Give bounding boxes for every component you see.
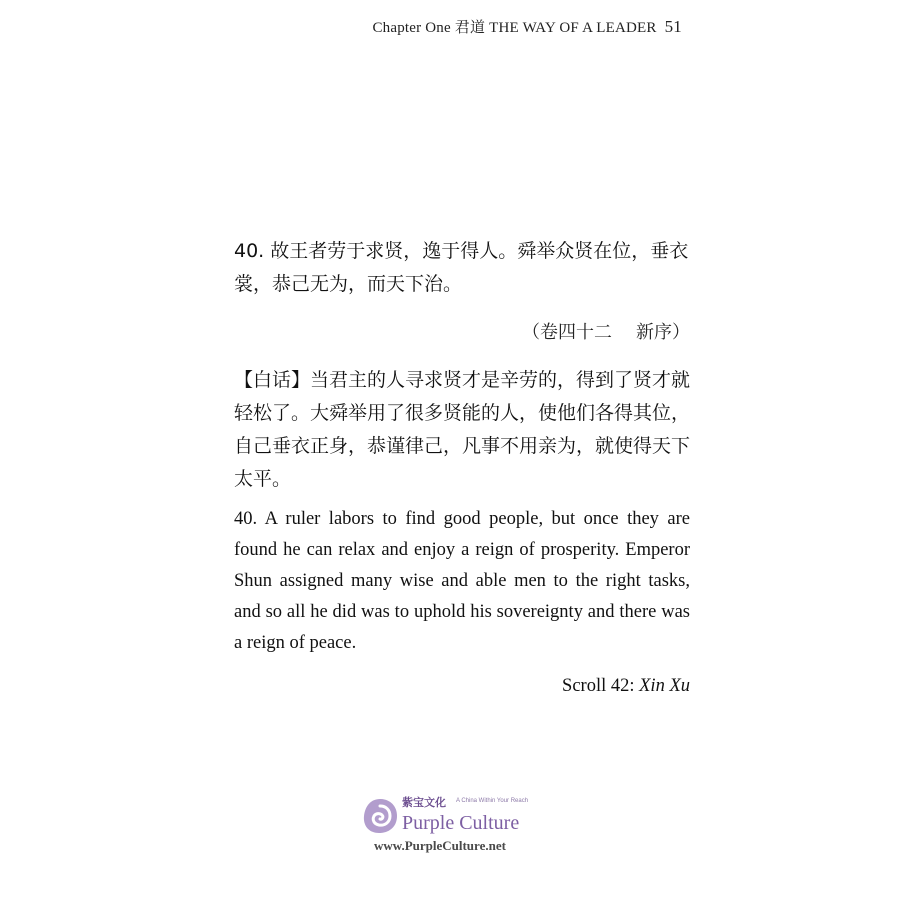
page-number: 51: [664, 17, 682, 36]
purple-culture-logo-icon: [360, 796, 400, 836]
brand-name: Purple Culture: [402, 812, 520, 834]
brand-tagline: A China Within Your Reach: [456, 798, 529, 804]
classical-chinese-text: 40. 故王者劳于求贤，逸于得人。舜举众贤在位，垂衣裳，恭己无为，而天下治。: [234, 240, 689, 295]
english-source-citation: [562, 676, 690, 697]
source-scroll-en: Scroll 42:: [562, 676, 635, 696]
vernacular-text: 当君主的人寻求贤才是辛劳的，得到了贤才就轻松了。大舜举用了很多贤能的人，使他们各得其位，自己垂衣正身，恭谨律己，凡事不用亲为，就使得天下太平。: [234, 369, 691, 490]
brand-url: www.PurpleCulture.net: [374, 838, 506, 853]
source-title-en: Xin Xu: [639, 676, 690, 696]
purple-culture-watermark: [360, 790, 550, 860]
source-scroll-cn: （卷四十二: [522, 322, 612, 343]
vernacular-translation: [234, 364, 696, 496]
running-header: [372, 16, 682, 37]
running-title: Chapter One 君道 THE WAY OF A LEADER: [372, 20, 657, 36]
source-title-cn: 新序）: [636, 322, 690, 343]
brand-name-cn: 紫宝文化: [402, 796, 446, 809]
vernacular-label: 【白话】: [234, 369, 311, 391]
english-translation: 40. A ruler labors to find good people, but once they are found he can relax and enjoy a reign of prosperity. Emperor Shun assigned many wise and able men to the right tasks, and so all he did was to uphold his sovereignty and there was a reign of peace.: [234, 509, 690, 653]
chinese-source-citation: [522, 318, 690, 344]
